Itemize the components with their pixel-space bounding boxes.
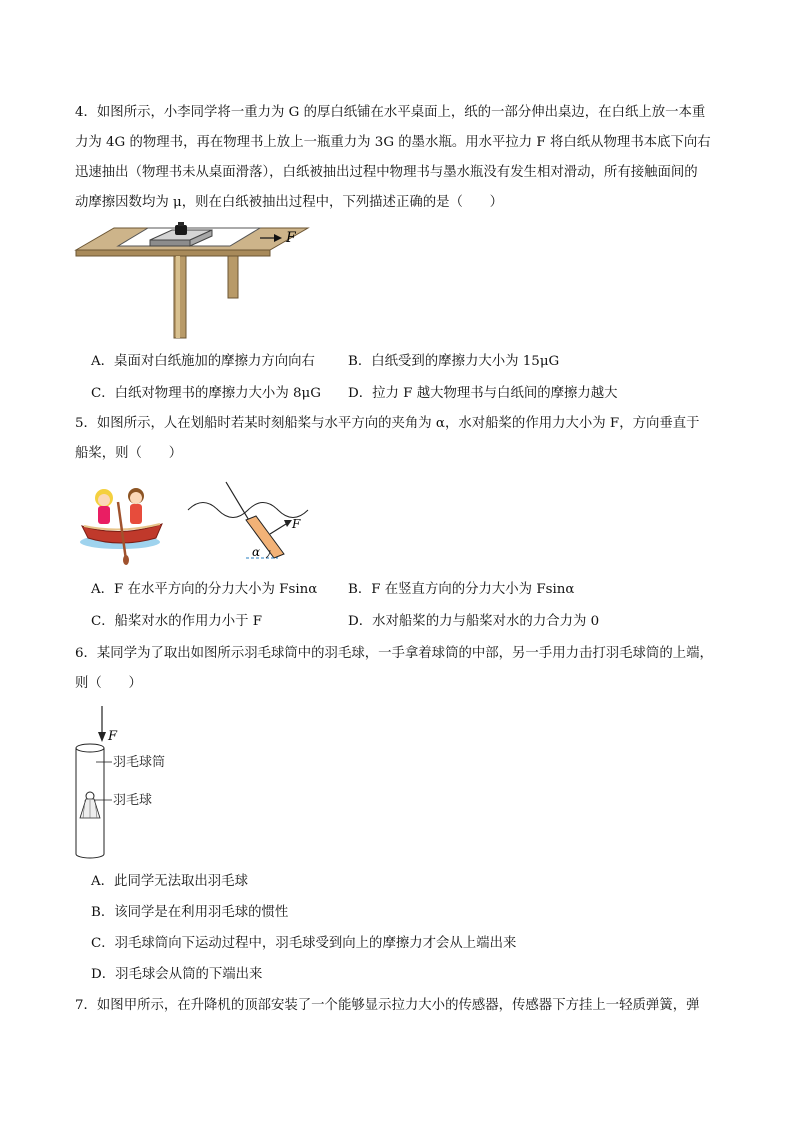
q4-option-d[interactable]: D．拉力 F 越大物理书与白纸间的摩擦力越大 (348, 386, 618, 401)
q5-option-d[interactable]: D．水对船桨的力与船桨对水的力合力为 0 (348, 614, 600, 629)
q4-text-line-4: 动摩擦因数均为 μ，则在白纸被抽出过程中，下列描述正确的是（ ） (75, 195, 504, 210)
q6-tube-label: 羽毛球筒 (113, 755, 166, 770)
q6-text-line-2: 则（ ） (75, 676, 142, 691)
q6-option-b[interactable]: B．该同学是在利用羽毛球的惯性 (91, 905, 289, 920)
q5-force-label: F (292, 517, 301, 531)
q7-text-line-1: 7．如图甲所示，在升降机的顶部安装了一个能够显示拉力大小的传感器，传感器下方挂上一轻质弹簧，弹 (75, 998, 700, 1013)
q4-force-label: F (286, 230, 296, 246)
q6-figure-shuttlecock-tube (72, 704, 202, 862)
q5-option-c[interactable]: C．船桨对水的作用力小于 F (91, 614, 263, 629)
q5-option-a[interactable]: A．F 在水平方向的分力大小为 Fsinα (91, 582, 318, 597)
q5-text-line-1: 5．如图所示，人在划船时若某时刻船桨与水平方向的夹角为 α，水对船桨的作用力大小为 F，方向垂直于 (75, 416, 700, 431)
q4-text-line-3: 迅速抽出（物理书未从桌面滑落），白纸被抽出过程中物理书与墨水瓶没有发生相对滑动，所有接触面间的 (75, 165, 698, 180)
q4-option-b[interactable]: B．白纸受到的摩擦力大小为 15μG (348, 354, 560, 369)
q5-option-b[interactable]: B．F 在竖直方向的分力大小为 Fsinα (348, 582, 575, 597)
q4-text-line-2: 力为 4G 的物理书，再在物理书上放上一瓶重力为 3G 的墨水瓶。用水平拉力 F 将白纸从物理书本底下向右 (75, 135, 711, 150)
q5-figure-oar-force-diagram (186, 480, 316, 570)
q4-text-line-1: 4．如图所示，小李同学将一重力为 G 的厚白纸铺在水平桌面上，纸的一部分伸出桌边，在白纸上放一本重 (75, 105, 706, 120)
q4-option-a[interactable]: A．桌面对白纸施加的摩擦力方向向右 (91, 354, 315, 369)
q5-text-line-2: 船桨，则（ ） (75, 446, 183, 461)
q5-angle-label: α (252, 545, 261, 559)
q6-option-a[interactable]: A．此同学无法取出羽毛球 (91, 874, 248, 889)
q6-option-c[interactable]: C．羽毛球筒向下运动过程中，羽毛球受到向上的摩擦力才会从上端出来 (91, 936, 517, 951)
q4-figure-table-paper-book (72, 222, 312, 342)
q5-figure-rowing-boat (78, 476, 168, 566)
q6-text-line-1: 6．某同学为了取出如图所示羽毛球筒中的羽毛球，一手拿着球筒的中部，另一手用力击打羽毛球筒的上端， (75, 646, 713, 661)
q6-force-label: F (108, 729, 118, 744)
q6-option-d[interactable]: D．羽毛球会从筒的下端出来 (91, 967, 263, 982)
q6-shuttlecock-label: 羽毛球 (113, 793, 153, 808)
q4-option-c[interactable]: C．白纸对物理书的摩擦力大小为 8μG (91, 386, 321, 401)
